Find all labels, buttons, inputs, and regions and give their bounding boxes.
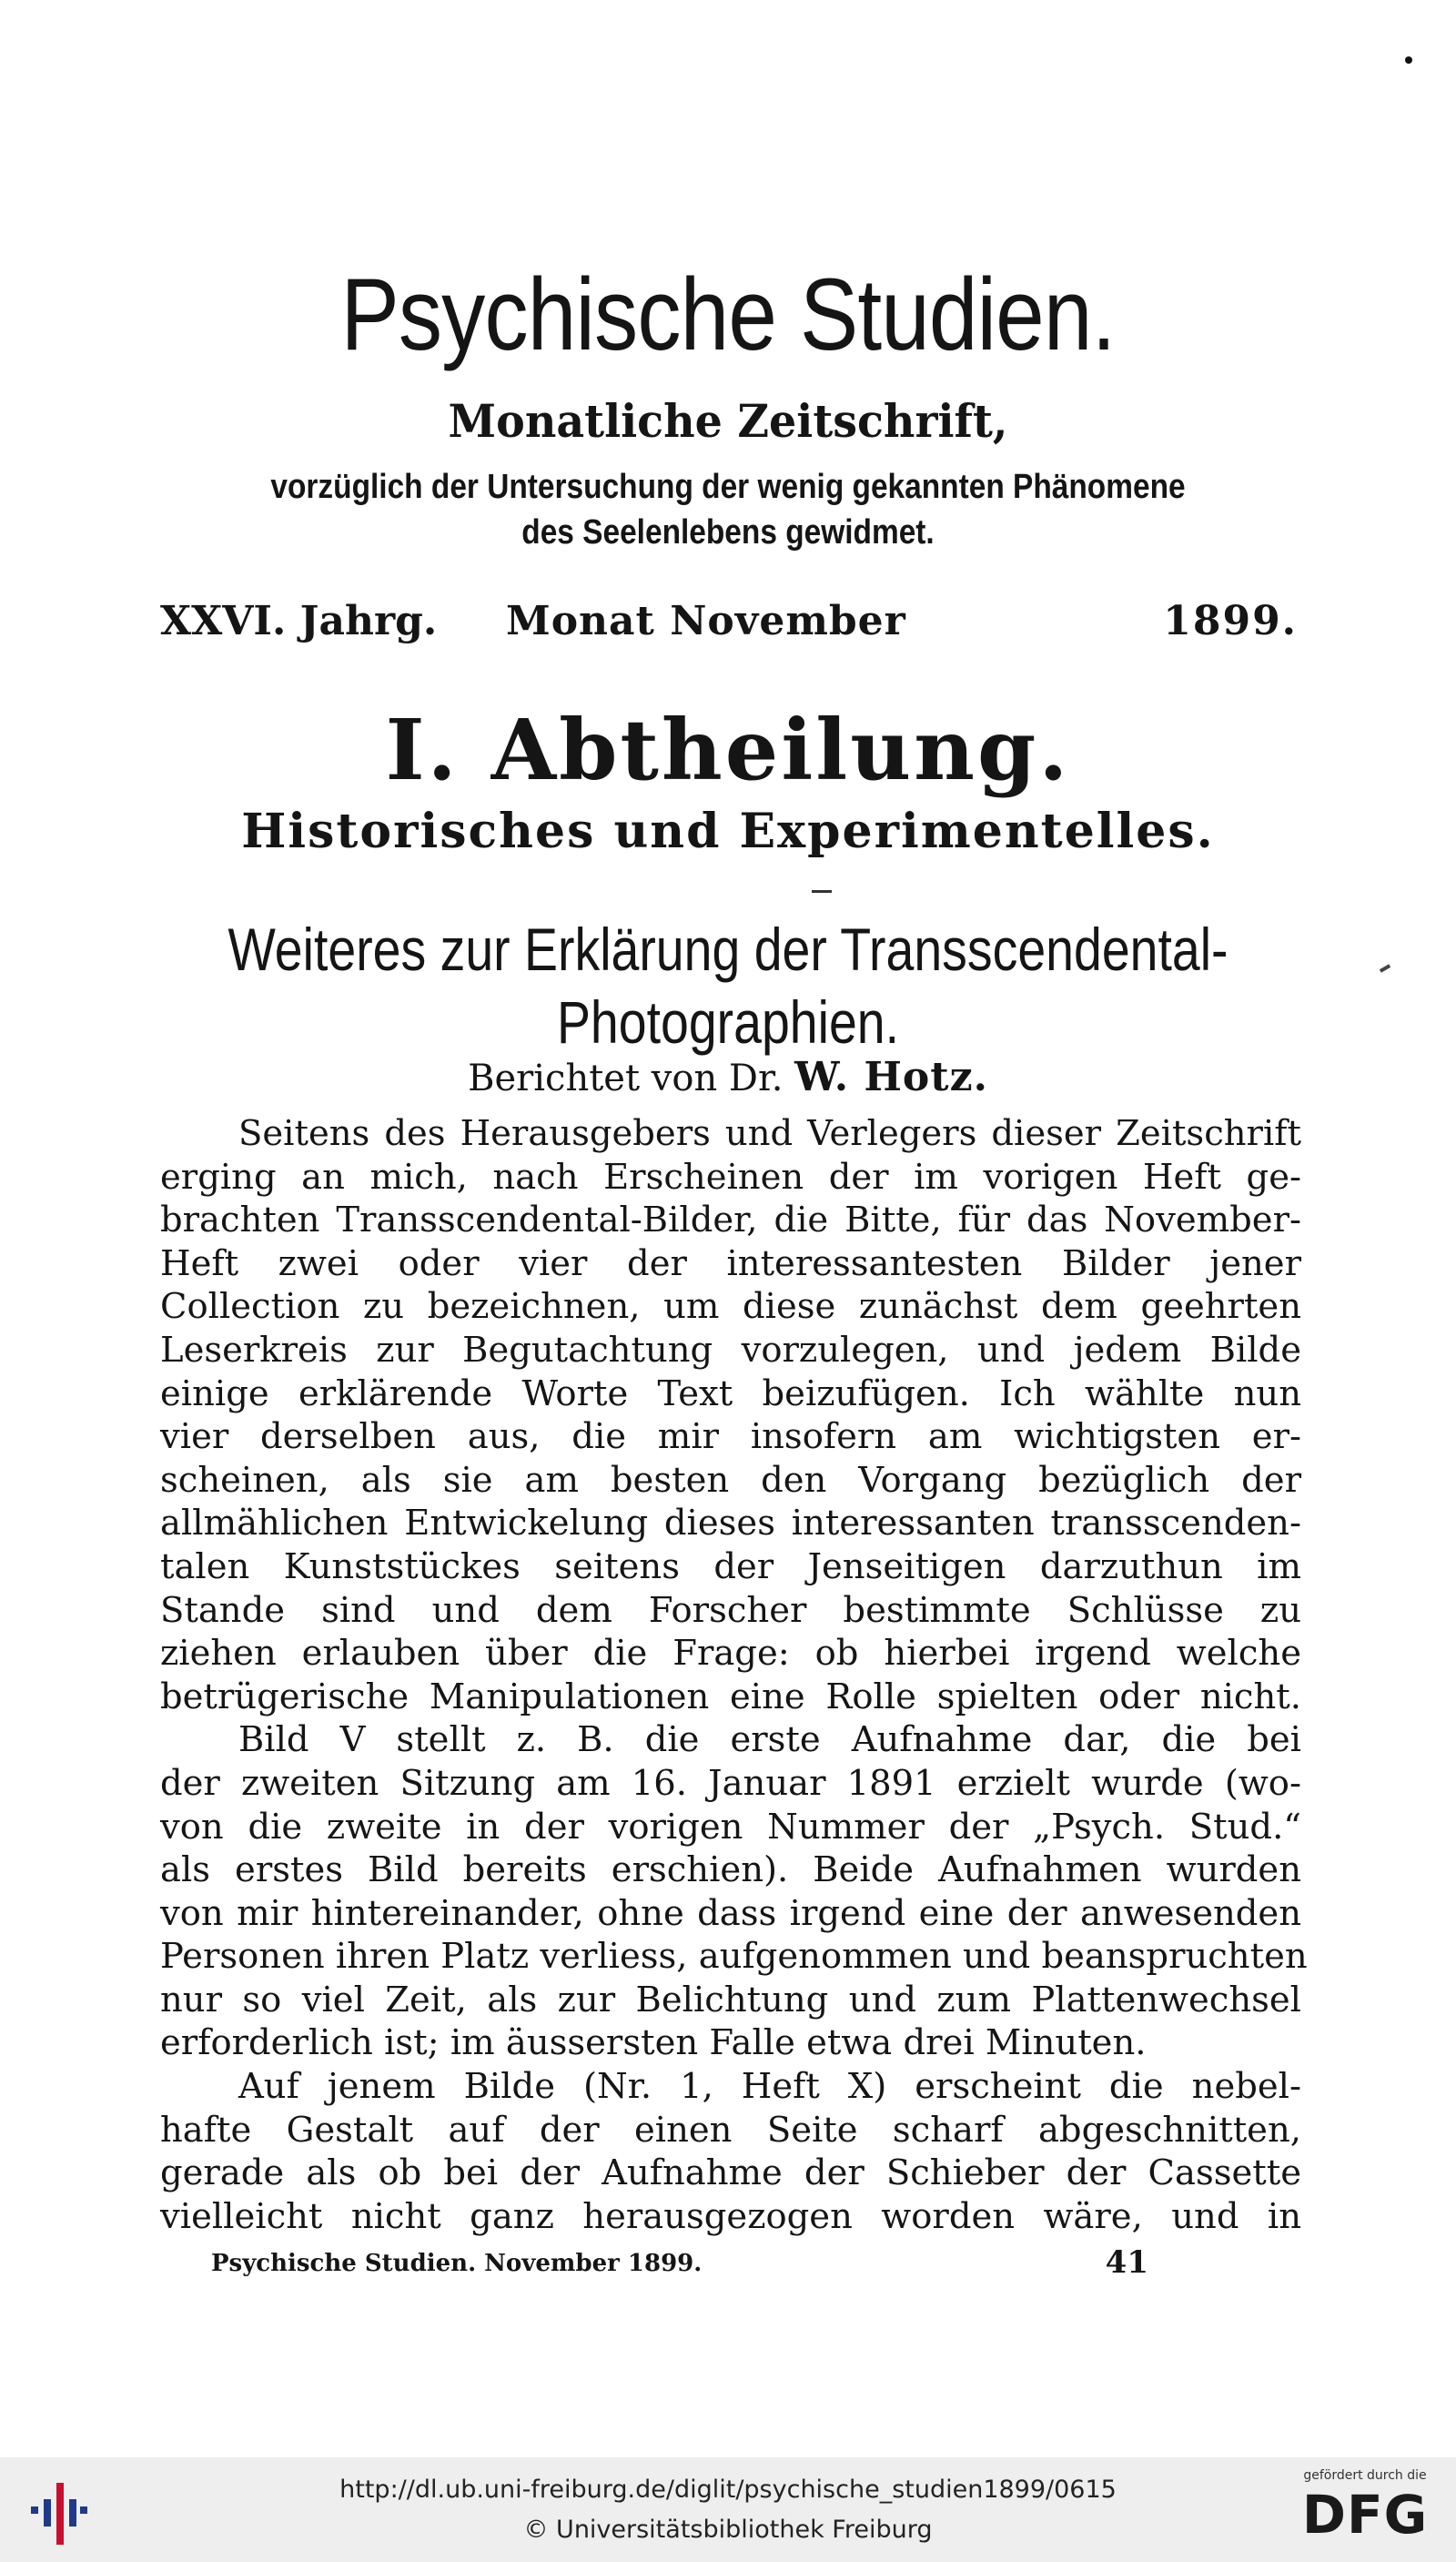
body-line: betrügerische Manipulationen eine Rolle spielten oder nicht. [160, 1676, 1301, 1717]
journal-description-line-1: vorzüglich der Untersuchung der wenig gekannten Phänomene [270, 468, 1186, 506]
body-line: Leserkreis zur Begutachtung vorzulegen, und jedem Bilde [160, 1329, 1301, 1371]
body-line: als erstes Bild bereits erschien). Beide Aufnahmen wurden [160, 1849, 1301, 1891]
body-line: der zweiten Sitzung am 16. Januar 1891 erzielt wurde (wo- [160, 1762, 1301, 1804]
body-line: hafte Gestalt auf der einen Seite scharf abgeschnitten, [160, 2109, 1301, 2151]
section-divider [812, 890, 832, 893]
body-line: Personen ihren Platz verliess, aufgenommen und beanspruchten [160, 1936, 1308, 1978]
page-number: 41 [1105, 2244, 1148, 2281]
byline-prefix: Berichtet von Dr. [468, 1058, 784, 1099]
dfg-logo-text: DFG [1301, 2484, 1429, 2546]
footer-running-title: Psychische Studien. November 1899. [211, 2250, 703, 2277]
body-line: Seitens des Herausgebers und Verlegers dieser Zeitschrift [238, 1113, 1301, 1154]
page-footer [211, 2244, 1148, 2281]
body-line: erforderlich ist; im äussersten Falle etwa drei Minuten. [160, 2022, 1147, 2064]
dfg-logo[interactable] [1283, 2468, 1447, 2555]
issue-year: 1899. [1163, 598, 1298, 644]
section-title: I. Abtheilung. [385, 701, 1071, 799]
journal-title: Psychische Studien. [340, 258, 1116, 371]
copyright-notice: © Universitätsbibliothek Freiburg [523, 2516, 933, 2544]
body-line: erging an mich, nach Erscheinen der im vorigen Heft ge- [160, 1156, 1301, 1198]
margin-mark [1380, 964, 1390, 972]
body-line: nur so viel Zeit, als zur Belichtung und zum Plattenwechsel [160, 1979, 1301, 2020]
article-body [160, 1112, 1308, 2238]
article-title-line-2: Photographien. [556, 988, 900, 1056]
body-line: allmählichen Entwickelung dieses interessanten transscenden- [160, 1503, 1301, 1544]
issue-volume: XXVI. Jahrg. [160, 598, 438, 644]
body-line: ziehen erlauben über die Frage: ob hierbei irgend welche [160, 1633, 1301, 1675]
body-line: scheinen, als sie am besten den Vorgang bezüglich der [160, 1459, 1301, 1501]
body-line: von mir hintereinander, ohne dass irgend eine der anwesenden [160, 1892, 1301, 1934]
article-byline [0, 1054, 1456, 1100]
permalink-url[interactable]: http://dl.ub.uni-freiburg.de/diglit/psychische_studien1899/0615 [339, 2476, 1117, 2504]
body-line: brachten Transscendental-Bilder, die Bitte, für das November- [160, 1200, 1301, 1241]
journal-description-line-2: des Seelenlebens gewidmet. [521, 513, 935, 552]
body-line: talen Kunststückes seitens der Jenseitigen darzuthun im [160, 1545, 1301, 1587]
article-title-line-1: Weiteres zur Erklärung der Transscendental- [228, 916, 1228, 983]
issue-month: Monat November [506, 598, 906, 644]
body-line: gerade als ob bei der Aufnahme der Schieber der Cassette [160, 2152, 1301, 2194]
section-subtitle: Historisches und Experimentelles. [241, 804, 1215, 859]
viewer-bottom-bar [0, 2457, 1456, 2562]
body-line: vielleicht nicht ganz herausgezogen worden wäre, und in [160, 2195, 1301, 2237]
body-line: von die zweite in der vorigen Nummer der „Psych. Stud.“ [160, 1806, 1301, 1848]
byline-author: W. Hotz. [794, 1054, 988, 1100]
body-line: Auf jenem Bilde (Nr. 1, Heft X) erscheint die nebel- [238, 2066, 1301, 2108]
body-line: vier derselben aus, die mir insofern am wichtigsten er- [160, 1416, 1301, 1458]
body-line: Heft zwei oder vier der interessantesten Bilder jener [160, 1242, 1301, 1284]
dfg-caption: gefördert durch die [1303, 2468, 1427, 2483]
issue-line [160, 596, 1298, 651]
body-line: einige erklärende Worte Text beizufügen. Ich wählte nun [160, 1372, 1301, 1414]
body-line: Stande sind und dem Forscher bestimmte Schlüsse zu [160, 1589, 1301, 1631]
journal-subtitle: Monatliche Zeitschrift, [448, 394, 1008, 448]
margin-speck [1405, 56, 1412, 64]
body-line: Collection zu bezeichnen, um diese zunächst dem geehrten [160, 1286, 1301, 1328]
body-line: Bild V stellt z. B. die erste Aufnahme dar, die bei [238, 1719, 1301, 1761]
